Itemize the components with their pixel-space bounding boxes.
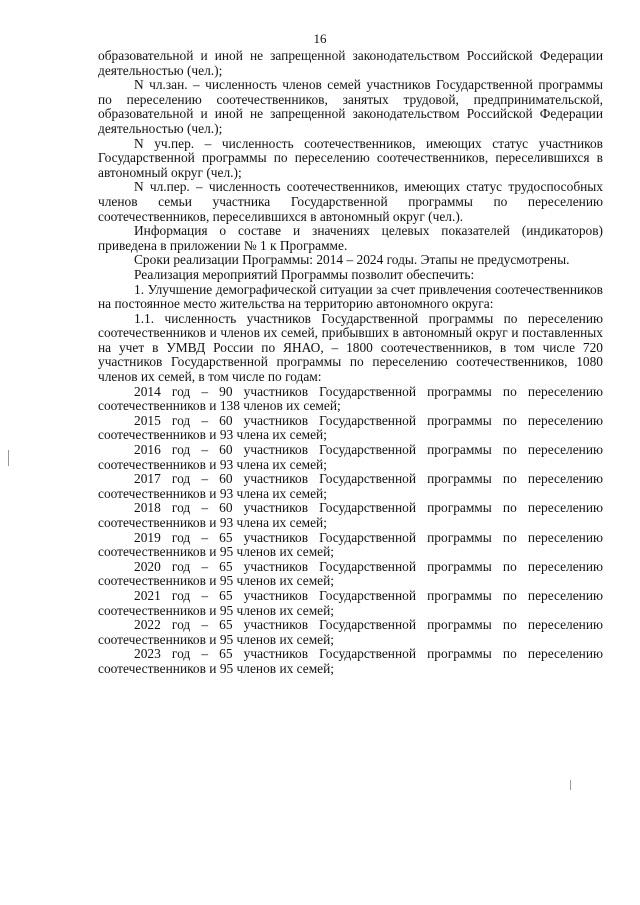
paragraph: N уч.пер. – численность соотечественников, имеющих статус участников Государственной программы по переселению соотечественников, переселившихся в автономный округ (чел.);	[98, 135, 603, 180]
page-number: 16	[313, 31, 327, 46]
year-item: 2016 год – 60 участников Государственной программы по переселению соотечественников и 93 члена их семей;	[98, 442, 603, 472]
year-item: 2014 год – 90 участников Государственной программы по переселению соотечественников и 138 членов их семей;	[98, 383, 603, 414]
year-item: 2017 год – 60 участников Государственной программы по переселению соотечественников и 93 члена их семей;	[98, 471, 603, 501]
paragraph: Сроки реализации Программы: 2014 – 2024 годы. Этапы не предусмотрены.	[134, 252, 570, 268]
year-item: 2022 год – 65 участников Государственной программы по переселению соотечественников и 95 членов их семей;	[98, 617, 603, 647]
paragraph: 1.1. численность участников Государственной программы по переселению соотечественников и членов их семей, прибывших в автономный округ и поставленных на учет в УМВД России по ЯНАО, – 1800 соотечественников, в том числе 720 участников Государственной программы по переселению соотечественников, 1080 членов их семей, в том числе по годам:	[98, 310, 603, 385]
year-item: 2015 год – 60 участников Государственной программы по переселению соотечественников и 93 члена их семей;	[98, 412, 603, 443]
paragraph: Информация о составе и значениях целевых показателей (индикаторов) приведена в приложении № 1 к Программе.	[98, 223, 603, 253]
year-item: 2021 год – 65 участников Государственной программы по переселению соотечественников и 95 членов их семей;	[98, 587, 603, 618]
year-item: 2023 год – 65 участников Государственной программы по переселению соотечественников и 95 членов их семей;	[98, 646, 603, 676]
document-body	[98, 49, 603, 677]
paragraph: N чл.зан. – численность членов семей участников Государственной программы по переселению соотечественников, занятых трудовой, предпринимательской, образовательной и иной не запрещенной законодательством Российской Федерации деятельностью (чел.);	[98, 77, 603, 136]
paragraph: N чл.пер. – численность соотечественников, имеющих статус трудоспособных членов семьи участника Государственной программы по переселению соотечественников, переселившихся в автономный округ (чел.).	[98, 179, 603, 224]
paragraph: образовательной и иной не запрещенной законодательством Российской Федерации деятельностью (чел.);	[98, 48, 603, 78]
paragraph: Реализация мероприятий Программы позволит обеспечить:	[134, 266, 475, 282]
scan-artifact	[8, 450, 9, 466]
paragraph: 1. Улучшение демографической ситуации за счет привлечения соотечественников на постоянное место жительства на территорию автономного округа:	[98, 281, 603, 312]
year-item: 2018 год – 60 участников Государственной программы по переселению соотечественников и 93 члена их семей;	[98, 500, 603, 530]
year-item: 2020 год – 65 участников Государственной программы по переселению соотечественников и 95 членов их семей;	[98, 558, 603, 589]
scan-artifact	[570, 780, 571, 790]
year-item: 2019 год – 65 участников Государственной программы по переселению соотечественников и 95 членов их семей;	[98, 529, 603, 560]
